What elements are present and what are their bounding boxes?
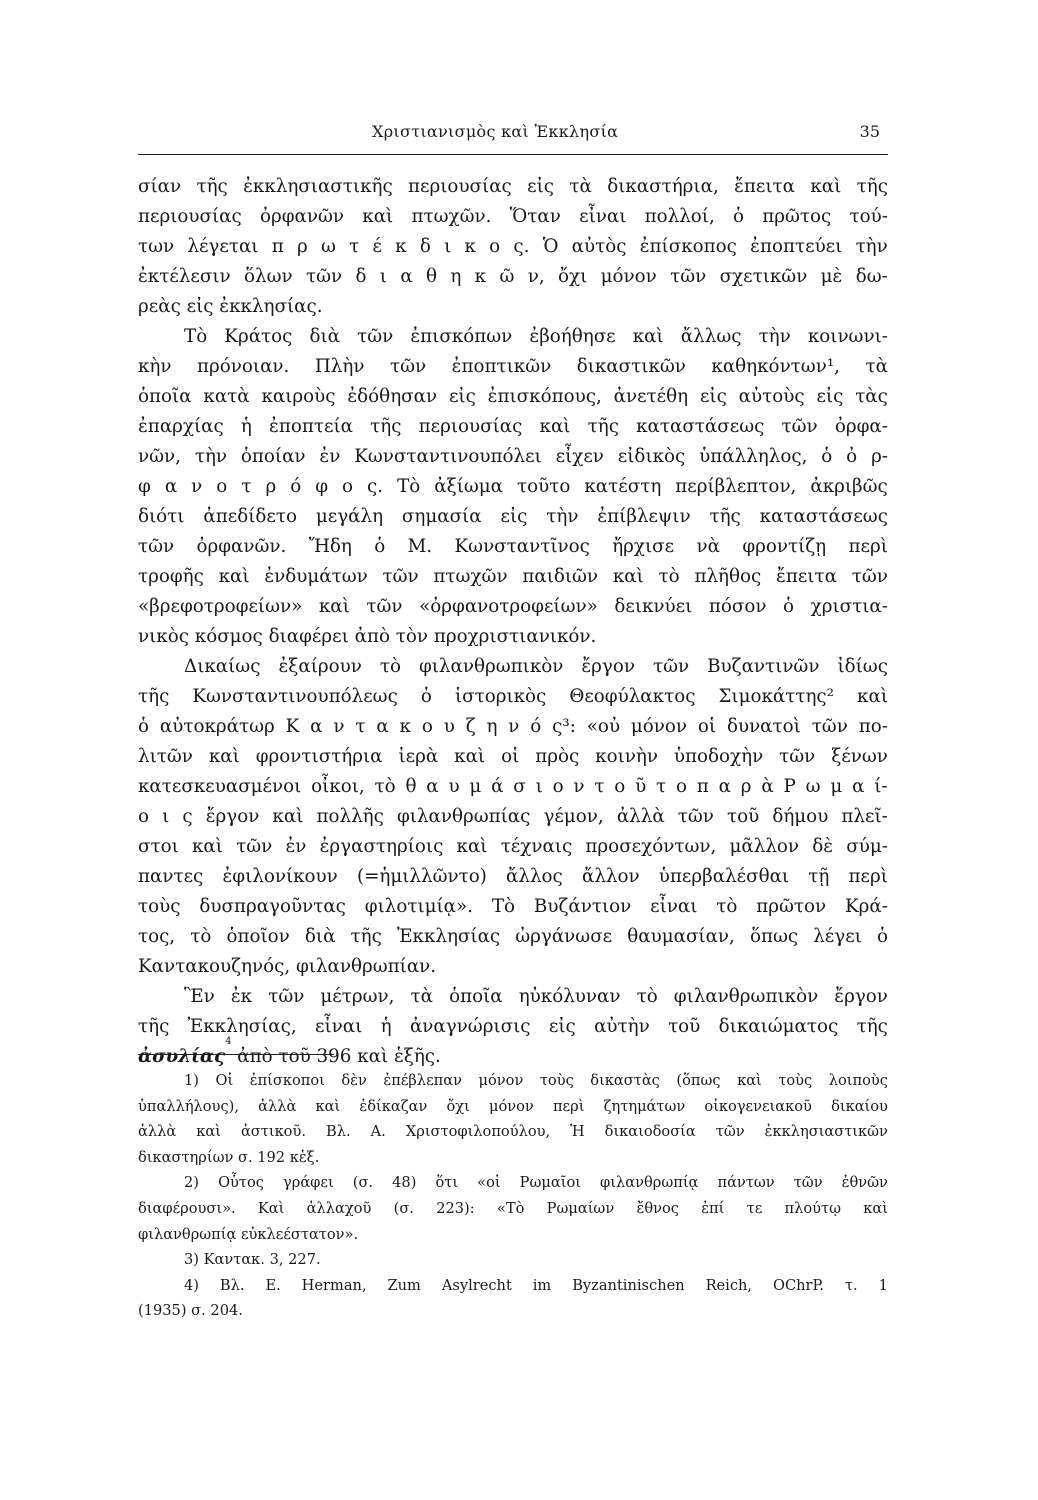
main-text <box>138 172 888 1072</box>
text-line: κατεσκευασμένοι οἶκοι, τὸ θ α υ μ ά σ ι ο ν τ ο ῦ τ ο π α ρ ὰ Ρ ω μ α ί- <box>138 776 888 797</box>
text-line: Τὸ Κράτος διὰ τῶν ἐπισκόπων ἐβοήθησε καὶ ἄλλως τὴν κοινωνι- <box>184 326 888 347</box>
text-line: Δικαίως ἐξαίρουν τὸ φιλανθρωπικὸν ἔργον τῶν Βυζαντινῶν ἰδίως <box>184 656 888 677</box>
text-line: ὁποῖα κατὰ καιροὺς ἐδόθησαν εἰς ἐπισκόπους, ἀνετέθη εἰς αὐτοὺς εἰς τὰς <box>138 386 888 407</box>
emphasized-term: ἀσυλίας <box>138 1046 226 1067</box>
footnote-line: ἀλλὰ καὶ ἀστικοῦ. Βλ. Α. Χριστοφιλοπούλου, Ἡ δικαιοδοσία τῶν ἐκκλησιαστικῶν <box>138 1123 888 1141</box>
text-line: Καντακουζηνός, φιλανθρωπίαν. <box>138 956 437 977</box>
text-line: ἀσυλίας 4 ἀπὸ τοῦ 396 καὶ ἑξῆς. <box>138 1042 888 1072</box>
footnote-line: δικαστηρίων σ. 192 κἑξ. <box>138 1148 320 1166</box>
text-line: στοι καὶ τῶν ἐν ἐργαστηρίοις καὶ τέχναις προσεχόντων, μᾶλλον δὲ σύμ- <box>138 836 888 857</box>
text-line: περιουσίας ὀρφανῶν καὶ πτωχῶν. Ὅταν εἶναι πολλοί, ὁ πρῶτος τού- <box>138 206 888 227</box>
text-line: ρεὰς εἰς ἐκκλησίας. <box>138 296 323 317</box>
text-line: ἐκτέλεσιν ὅλων τῶν δ ι α θ η κ ῶ ν, ὄχι μόνον τῶν σχετικῶν μὲ δω- <box>138 266 888 287</box>
page-number: 35 <box>859 122 880 141</box>
running-title: Χριστιανισμὸς καὶ Ἐκκλησία <box>372 122 619 141</box>
text-line: ὁ αὐτοκράτωρ Κ α ν τ α κ ο υ ζ η ν ό ς³: «οὐ μόνον οἱ δυνατοὶ τῶν πο- <box>138 716 888 737</box>
footnote-ref: 4 <box>225 1036 232 1047</box>
text-line: διότι ἀπεδίδετο μεγάλη σημασία εἰς τὴν ἐπίβλεψιν τῆς καταστάσεως <box>138 506 888 527</box>
text-line: τος, τὸ ὁποῖον διὰ τῆς Ἐκκλησίας ὠργάνωσε θαυμασίαν, ὅπως λέγει ὁ <box>138 926 888 947</box>
text-line: τροφῆς καὶ ἐνδυμάτων τῶν πτωχῶν παιδιῶν καὶ τὸ πλῆθος ἔπειτα τῶν <box>138 566 888 587</box>
footnote-line: 4) Βλ. E. Herman, Zum Asylrecht im Byzantinischen Reich, OChrP. τ. 1 <box>184 1276 888 1294</box>
text-line: φ α ν ο τ ρ ό φ ο ς. Τὸ ἀξίωμα τοῦτο κατέστη περίβλεπτον, ἀκριβῶς <box>138 476 888 497</box>
text-line: παντες ἐφιλονίκουν (=ἡμιλλῶντο) ἄλλος ἄλλον ὑπερβαλέσθαι τῇ περὶ <box>138 866 888 887</box>
text-line: τῆς Ἐκκλησίας, εἶναι ἡ ἀναγνώρισις εἰς αὐτὴν τοῦ δικαιώματος τῆς <box>138 1016 888 1037</box>
text-line: νῶν, τὴν ὁποίαν ἐν Κωνσταντινουπόλει εἶχεν εἰδικὸς ὑπάλληλος, ὁ ὀ ρ- <box>138 446 888 467</box>
footnote-line: ὑπαλλήλους), ἀλλὰ καὶ ἐδίκαζαν ὄχι μόνον περὶ ζητημάτων οἰκογενειακοῦ δικαίου <box>138 1097 888 1115</box>
text-line: κὴν πρόνοιαν. Πλὴν τῶν ἐποπτικῶν δικαστικῶν καθηκόντων¹, τὰ <box>138 356 888 377</box>
footnote-line: διαφέρουσι». Καὶ ἀλλαχοῦ (σ. 223): «Τὸ Ρωμαίων ἔθνος ἐπί τε πλούτῳ καὶ <box>138 1199 888 1217</box>
text-line: τοὺς δυσπραγοῦντας φιλοτιμίᾳ». Τὸ Βυζάντιον εἶναι τὸ πρῶτον Κρά- <box>138 896 888 917</box>
footnote-line: φιλανθρωπίᾳ εὐκλεέστατον». <box>138 1225 359 1243</box>
text-line: ἐπαρχίας ἡ ἐποπτεία τῆς περιουσίας καὶ τῆς καταστάσεως τῶν ὀρφα- <box>138 416 888 437</box>
text-line: τῶν ὀρφανῶν. Ἤδη ὁ Μ. Κωνσταντῖνος ἤρχισε νὰ φροντίζῃ περὶ <box>138 536 888 557</box>
text-line: λιτῶν καὶ φροντιστήρια ἱερὰ καὶ οἱ πρὸς κοινὴν ὑποδοχὴν τῶν ξένων <box>138 746 888 767</box>
footnotes <box>138 1068 888 1324</box>
text-line: σίαν τῆς ἐκκλησιαστικῆς περιουσίας εἰς τὰ δικαστήρια, ἔπειτα καὶ τῆς <box>138 176 888 197</box>
text-line: νικὸς κόσμος διαφέρει ἀπὸ τὸν προχριστιανικόν. <box>138 626 597 647</box>
footnote-line: 3) Καντακ. 3, 227. <box>184 1251 321 1269</box>
text-line: ο ι ς ἔργον καὶ πολλῆς φιλανθρωπίας γέμον, ἀλλὰ τῶν τοῦ δήμου πλεῖ- <box>138 806 888 827</box>
footnote-line: 2) Οὗτος γράφει (σ. 48) ὅτι «οἱ Ρωμαῖοι φιλανθρωπίᾳ πάντων τῶν ἐθνῶν <box>184 1174 888 1192</box>
footnote-line: 1) Οἱ ἐπίσκοποι δὲν ἐπέβλεπαν μόνον τοὺς δικαστὰς (ὅπως καὶ τοὺς λοιποὺς <box>184 1072 888 1089</box>
running-header <box>138 120 888 155</box>
footnote-divider <box>138 1054 334 1055</box>
footnote-line: (1935) σ. 204. <box>138 1302 243 1320</box>
text-line: «βρεφοτροφείων» καὶ τῶν «ὀρφανοτροφείων» δεικνύει πόσον ὁ χριστια- <box>138 596 888 617</box>
text-line: Ἓν ἐκ τῶν μέτρων, τὰ ὁποῖα ηὐκόλυναν τὸ φιλανθρωπικὸν ἔργον <box>184 986 888 1007</box>
text-line: τῆς Κωνσταντινουπόλεως ὁ ἱστορικὸς Θεοφύλακτος Σιμοκάττης² καὶ <box>138 686 888 707</box>
text-line: των λέγεται π ρ ω τ έ κ δ ι κ ο ς. Ὁ αὐτὸς ἐπίσκοπος ἐποπτεύει τὴν <box>138 236 888 257</box>
